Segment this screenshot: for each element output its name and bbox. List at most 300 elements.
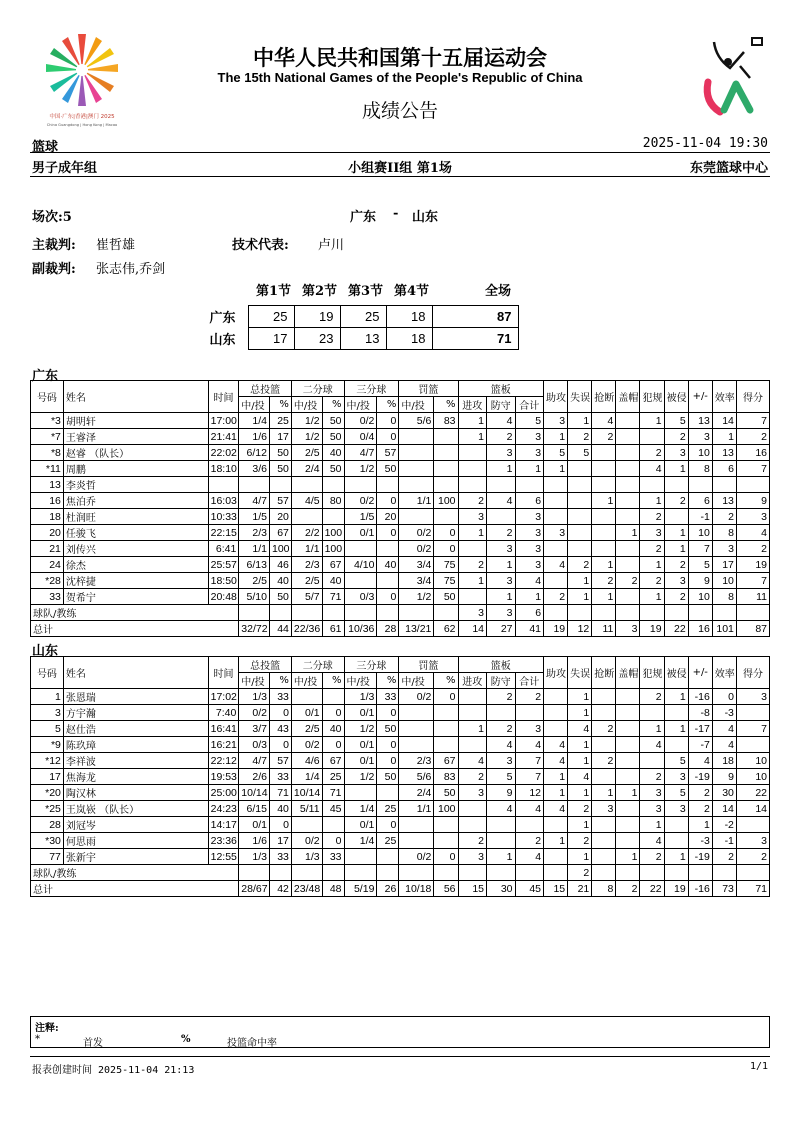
stat-cell: 1/4 (239, 413, 270, 429)
player-row (31, 737, 770, 753)
stat-cell (640, 865, 664, 881)
note-text: 投篮命中率 (227, 1038, 277, 1049)
stat-cell: 1 (664, 689, 688, 705)
tech-delegate-name: 卢川 (318, 238, 345, 253)
stat-cell (291, 509, 322, 525)
stat-cell (434, 721, 458, 737)
q1-header: 第1节 (256, 284, 292, 299)
stat-cell (377, 477, 399, 493)
stat-cell (544, 865, 568, 881)
stat-cell: 32/72 (239, 621, 270, 637)
stat-cell: 40 (269, 573, 291, 589)
stat-cell (458, 865, 487, 881)
divider (30, 176, 770, 177)
stat-cell (712, 605, 736, 621)
stat-cell: 62 (434, 621, 458, 637)
stat-cell: 2 (568, 557, 592, 573)
stat-cell: 1 (568, 753, 592, 769)
col-header-free-throws: 罚篮 (399, 381, 458, 397)
vs-dash: - (393, 206, 399, 221)
stat-cell: 1 (592, 785, 616, 801)
player-number: *8 (31, 445, 64, 461)
stat-cell: 1 (568, 589, 592, 605)
stat-cell: 2 (712, 849, 736, 865)
stat-cell: 3 (458, 509, 487, 525)
stat-cell (291, 477, 322, 493)
stat-cell (640, 605, 664, 621)
player-name: 李祥波 (63, 753, 208, 769)
col-header-pf: 犯规 (640, 381, 664, 413)
player-name: 王睿泽 (63, 429, 208, 445)
stat-cell (616, 737, 640, 753)
quarter-score: 19 (294, 306, 340, 328)
stat-cell: 40 (322, 573, 344, 589)
stat-cell (616, 769, 640, 785)
stat-cell: 9 (688, 573, 712, 589)
stat-cell (458, 461, 487, 477)
stat-cell: 5 (664, 753, 688, 769)
col-header-blk: 盖帽 (616, 657, 640, 689)
col-header-made-attempted: 中/投 (344, 397, 377, 413)
stat-cell: 8 (688, 461, 712, 477)
col-header-pm: +/- (688, 657, 712, 689)
col-header-pf: 犯规 (640, 657, 664, 689)
stat-cell (568, 493, 592, 509)
stat-cell: 16:03 (208, 493, 239, 509)
stat-cell: 1 (568, 705, 592, 721)
stat-cell: 28 (377, 621, 399, 637)
stat-cell (616, 753, 640, 769)
stat-cell: 4 (712, 721, 736, 737)
stat-cell: 2 (487, 689, 516, 705)
stat-cell: 57 (377, 445, 399, 461)
stat-cell: 14 (712, 801, 736, 817)
stat-cell (458, 737, 487, 753)
col-header-made-attempted: 中/投 (239, 397, 270, 413)
stat-cell (487, 817, 516, 833)
stat-cell: 2 (568, 801, 592, 817)
stat-cell: 26 (377, 881, 399, 897)
stat-cell: 10 (736, 769, 769, 785)
stat-cell (664, 705, 688, 721)
total-header: 全场 (485, 284, 512, 299)
totals-row (31, 621, 770, 637)
player-number: 77 (31, 849, 64, 865)
stat-cell: 3 (487, 605, 516, 621)
stat-cell: 5 (515, 413, 544, 429)
quarter-score: 25 (340, 306, 386, 328)
player-name: 刘冠岑 (63, 817, 208, 833)
referee-label: 主裁判: (32, 238, 76, 253)
stat-cell: 1/5 (239, 509, 270, 525)
stat-cell: -2 (712, 817, 736, 833)
stat-cell: 100 (434, 493, 458, 509)
stat-cell: 1 (640, 817, 664, 833)
stat-cell: 6 (688, 493, 712, 509)
stat-cell: 3 (736, 509, 769, 525)
stat-cell: 5/6 (399, 413, 434, 429)
stat-cell: 2 (458, 833, 487, 849)
stat-cell: 2 (640, 573, 664, 589)
stat-cell: 1/2 (344, 721, 377, 737)
stat-cell: 100 (322, 525, 344, 541)
player-number: *25 (31, 801, 64, 817)
stat-cell: 2 (688, 801, 712, 817)
stat-cell: 1 (616, 785, 640, 801)
stat-cell (568, 525, 592, 541)
stat-cell: 1 (458, 525, 487, 541)
stat-cell (568, 461, 592, 477)
player-row (31, 413, 770, 429)
stat-cell (399, 461, 434, 477)
q3-header: 第3节 (348, 284, 384, 299)
stat-cell: 2 (487, 525, 516, 541)
stat-cell: 4 (544, 753, 568, 769)
stat-cell: 3 (640, 525, 664, 541)
stat-cell: 13 (712, 493, 736, 509)
stat-cell: 3 (712, 541, 736, 557)
col-header-fd: 被侵 (664, 381, 688, 413)
stat-cell (434, 429, 458, 445)
stat-cell: 100 (322, 541, 344, 557)
player-row (31, 817, 770, 833)
stat-cell: 67 (434, 753, 458, 769)
stat-cell (592, 705, 616, 721)
stat-cell (434, 461, 458, 477)
stat-cell: 50 (434, 589, 458, 605)
col-header-blk: 盖帽 (616, 381, 640, 413)
col-header-stl: 抢断 (592, 657, 616, 689)
stat-cell (269, 605, 291, 621)
col-header-field-goals: 总投篮 (239, 381, 292, 397)
team-b-stats (30, 656, 770, 897)
stat-cell: 2/4 (291, 461, 322, 477)
stat-cell (616, 493, 640, 509)
stat-cell: 0 (434, 541, 458, 557)
stat-cell: 23:36 (208, 833, 239, 849)
stat-cell (377, 573, 399, 589)
stat-cell: 2 (487, 429, 516, 445)
stat-cell: 3 (515, 525, 544, 541)
col-header-number: 号码 (31, 657, 64, 689)
player-number: *28 (31, 573, 64, 589)
stat-cell: 14 (458, 621, 487, 637)
stat-cell: 1 (458, 573, 487, 589)
stat-cell: 1 (592, 557, 616, 573)
stat-cell: 7 (515, 769, 544, 785)
stat-cell: 0/3 (344, 589, 377, 605)
player-name: 任骏飞 (63, 525, 208, 541)
stat-cell: 25:57 (208, 557, 239, 573)
stat-cell: 2 (712, 509, 736, 525)
col-header-three-pointers: 三分球 (344, 381, 399, 397)
stat-cell: 3 (640, 785, 664, 801)
stat-cell: 50 (269, 445, 291, 461)
stat-cell: 3 (736, 689, 769, 705)
stat-cell: 2 (616, 881, 640, 897)
stat-cell (399, 445, 434, 461)
stat-cell: 12:55 (208, 849, 239, 865)
stat-cell: 4 (640, 833, 664, 849)
stat-cell: 7 (736, 573, 769, 589)
stat-cell (458, 817, 487, 833)
stat-cell (458, 477, 487, 493)
stat-cell: 4 (515, 737, 544, 753)
player-name: 陈玖璋 (63, 737, 208, 753)
stat-cell: 1 (544, 833, 568, 849)
stat-cell (344, 785, 377, 801)
stat-cell (487, 705, 516, 721)
stat-cell (344, 573, 377, 589)
stat-cell (399, 817, 434, 833)
stat-cell (592, 849, 616, 865)
stat-cell (544, 477, 568, 493)
stat-cell: 0 (377, 705, 399, 721)
stat-cell: 3 (664, 573, 688, 589)
stat-cell: 0/3 (239, 737, 270, 753)
col-header-eff: 效率 (712, 381, 736, 413)
stat-cell: 2 (640, 849, 664, 865)
stat-cell: 23/48 (291, 881, 322, 897)
stat-cell: 17 (269, 429, 291, 445)
col-header-percent: % (322, 397, 344, 413)
stat-cell: 2 (515, 833, 544, 849)
stat-cell (399, 833, 434, 849)
referee-name: 崔哲雄 (96, 238, 136, 253)
stat-cell (239, 605, 270, 621)
player-name: 赵仕浩 (63, 721, 208, 737)
stat-cell: -19 (688, 769, 712, 785)
stat-cell: 3 (664, 445, 688, 461)
player-row (31, 573, 770, 589)
stat-cell: 10:33 (208, 509, 239, 525)
col-header-percent: % (322, 673, 344, 689)
stat-cell: 33 (269, 849, 291, 865)
stat-cell (458, 589, 487, 605)
stat-cell (344, 849, 377, 865)
stat-cell (640, 753, 664, 769)
stat-cell: 2/3 (399, 753, 434, 769)
stat-cell: 1/6 (239, 429, 270, 445)
stat-cell: 1/1 (239, 541, 270, 557)
stat-cell: 30 (712, 785, 736, 801)
stat-cell: 0/4 (344, 429, 377, 445)
stat-cell: 5 (664, 413, 688, 429)
stat-cell: 2 (487, 721, 516, 737)
col-header-fd: 被侵 (664, 657, 688, 689)
col-header-made-attempted: 中/投 (291, 397, 322, 413)
stat-cell: 16:21 (208, 737, 239, 753)
svg-text:中国·广东|香港|澳门 2025: 中国·广东|香港|澳门 2025 (49, 114, 115, 120)
final-score: 87 (432, 306, 518, 328)
stat-cell: 14:17 (208, 817, 239, 833)
stat-cell: 25:00 (208, 785, 239, 801)
stat-cell (434, 817, 458, 833)
phase-label: 小组赛II组 第1场 (348, 161, 452, 176)
stat-cell (399, 477, 434, 493)
stat-cell: 4 (487, 413, 516, 429)
col-header-ast: 助攻 (544, 657, 568, 689)
stat-cell (399, 605, 434, 621)
stat-cell (291, 689, 322, 705)
stat-cell: 40 (322, 445, 344, 461)
stat-cell: 4 (544, 737, 568, 753)
player-number: *3 (31, 413, 64, 429)
stat-cell (377, 785, 399, 801)
final-score: 71 (432, 328, 518, 350)
stat-cell: 1/1 (399, 493, 434, 509)
col-header-three-pointers: 三分球 (344, 657, 399, 673)
col-header-offensive: 进攻 (458, 673, 487, 689)
stat-cell: 1 (458, 429, 487, 445)
stat-cell: 10/18 (399, 881, 434, 897)
stat-cell: 3 (458, 785, 487, 801)
stat-cell: 46 (269, 557, 291, 573)
stat-cell (322, 865, 344, 881)
stat-cell: 1 (712, 429, 736, 445)
stat-cell: 2 (664, 589, 688, 605)
stat-cell: 3 (487, 445, 516, 461)
player-name: 刘传兴 (63, 541, 208, 557)
stat-cell (616, 461, 640, 477)
col-header-field-goals: 总投篮 (239, 657, 292, 673)
stat-cell: 14 (712, 413, 736, 429)
player-number: *7 (31, 429, 64, 445)
stat-cell: 45 (515, 881, 544, 897)
stat-cell: 19 (544, 621, 568, 637)
stat-cell: 28/67 (239, 881, 270, 897)
col-header-rebounds: 篮板 (458, 381, 544, 397)
player-row (31, 721, 770, 737)
stat-cell: 2/4 (399, 785, 434, 801)
stat-cell: 6 (712, 461, 736, 477)
player-row (31, 849, 770, 865)
col-header-minutes: 时间 (208, 657, 239, 689)
stat-cell (487, 833, 516, 849)
stat-cell: 1 (616, 849, 640, 865)
category-label: 男子成年组 (32, 161, 98, 176)
stat-cell: 25 (269, 413, 291, 429)
stat-cell: 8 (712, 525, 736, 541)
stat-cell: 1 (568, 849, 592, 865)
stat-cell (544, 493, 568, 509)
stat-cell: 4 (592, 413, 616, 429)
player-number: 18 (31, 509, 64, 525)
stat-cell: 1 (544, 429, 568, 445)
stat-cell: 3 (487, 541, 516, 557)
games-title-cn: 中华人民共和国第十五届运动会 (253, 46, 547, 70)
player-number: *12 (31, 753, 64, 769)
stat-cell (616, 509, 640, 525)
stat-cell: 2 (640, 541, 664, 557)
stat-cell (616, 817, 640, 833)
stat-cell: 0 (377, 737, 399, 753)
stat-cell: 0/2 (239, 705, 270, 721)
stat-cell (487, 477, 516, 493)
stat-cell: 17:00 (208, 413, 239, 429)
stat-cell: 3 (458, 849, 487, 865)
stat-cell: 3 (544, 525, 568, 541)
player-name: 胡明轩 (63, 413, 208, 429)
stat-cell (616, 721, 640, 737)
game-number: 场次:5 (32, 210, 72, 225)
stat-cell: 0/2 (291, 833, 322, 849)
stat-cell: 4/10 (344, 557, 377, 573)
stat-cell: 21:41 (208, 429, 239, 445)
stat-cell: 0 (322, 833, 344, 849)
stat-cell: 3 (487, 753, 516, 769)
player-row (31, 753, 770, 769)
stat-cell: 50 (269, 461, 291, 477)
stat-cell: 1/3 (344, 689, 377, 705)
stat-cell: 2/3 (239, 525, 270, 541)
col-header-total-rebounds: 合计 (515, 397, 544, 413)
stat-cell: 0/2 (399, 541, 434, 557)
stat-cell: 2 (688, 785, 712, 801)
col-header-two-pointers: 二分球 (291, 657, 344, 673)
stat-cell: 11 (736, 589, 769, 605)
stat-cell: 2/5 (291, 721, 322, 737)
stat-cell (616, 689, 640, 705)
stat-cell: 101 (712, 621, 736, 637)
stat-cell (291, 605, 322, 621)
stat-cell: 0 (377, 589, 399, 605)
stat-cell: 9 (736, 493, 769, 509)
stat-cell (616, 541, 640, 557)
row-label: 球队/教练 (31, 865, 239, 881)
stat-cell: 0 (269, 705, 291, 721)
player-row (31, 461, 770, 477)
stat-cell: 0 (434, 689, 458, 705)
stat-cell: 4 (458, 753, 487, 769)
stat-cell: 1/1 (291, 541, 322, 557)
stat-cell: 9 (487, 785, 516, 801)
stat-cell: 2 (458, 493, 487, 509)
stat-cell: 57 (269, 753, 291, 769)
player-row (31, 769, 770, 785)
stat-cell: 18:10 (208, 461, 239, 477)
stat-cell: 6:41 (208, 541, 239, 557)
stat-cell: 22:02 (208, 445, 239, 461)
player-name: 沈梓捷 (63, 573, 208, 589)
stat-cell (377, 541, 399, 557)
stat-cell: 0/2 (291, 737, 322, 753)
stat-cell: 2/5 (291, 445, 322, 461)
player-number: 1 (31, 689, 64, 705)
stat-cell: 4 (515, 801, 544, 817)
stat-cell: 4 (544, 557, 568, 573)
stat-cell: 1/4 (344, 801, 377, 817)
stat-cell (377, 849, 399, 865)
col-header-rebounds: 篮板 (458, 657, 544, 673)
stat-cell: 6 (515, 605, 544, 621)
stat-cell (434, 509, 458, 525)
stat-cell: 0/1 (344, 817, 377, 833)
stat-cell (434, 833, 458, 849)
stat-cell: 1/3 (239, 849, 270, 865)
stat-cell: 6/13 (239, 557, 270, 573)
stat-cell (640, 477, 664, 493)
stat-cell: 5/10 (239, 589, 270, 605)
stat-cell: 2 (664, 429, 688, 445)
stat-cell (434, 605, 458, 621)
stat-cell (322, 817, 344, 833)
stat-cell (592, 769, 616, 785)
stat-cell (688, 477, 712, 493)
stat-cell (592, 865, 616, 881)
stat-cell: 73 (712, 881, 736, 897)
player-name: 贺希宁 (63, 589, 208, 605)
